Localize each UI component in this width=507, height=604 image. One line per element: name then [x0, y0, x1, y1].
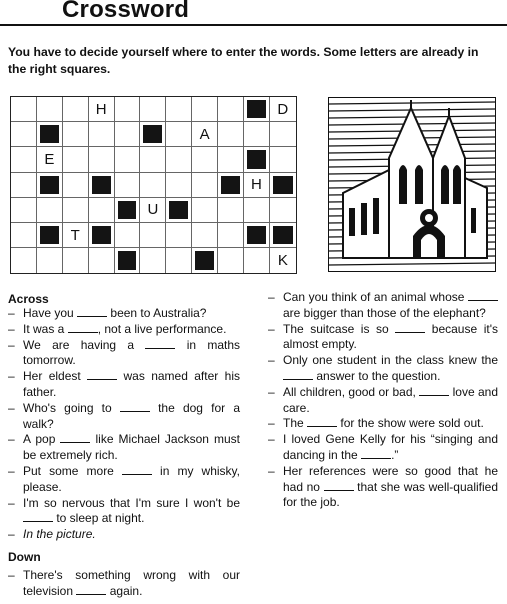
empty-square[interactable] — [140, 248, 166, 273]
black-square[interactable] — [89, 173, 115, 198]
empty-square[interactable] — [63, 122, 89, 147]
clue-dash: – — [268, 463, 275, 478]
black-square[interactable] — [37, 223, 63, 248]
clue-item — [268, 353, 498, 385]
empty-square[interactable] — [218, 248, 244, 273]
clue-item — [268, 385, 498, 417]
empty-square[interactable] — [89, 122, 115, 147]
clue-dash: – — [8, 568, 15, 582]
clue-item — [8, 432, 240, 464]
clue-text-before: Put some more — [23, 463, 114, 478]
letter-square[interactable]: T — [63, 223, 89, 248]
black-square[interactable] — [166, 198, 192, 223]
clue-text-after: was named after his father. — [23, 369, 240, 399]
clue-text-before: A pop — [23, 432, 56, 447]
clue-item — [268, 322, 498, 354]
clue-text-before: The — [283, 416, 304, 431]
clue-dash: – — [8, 432, 15, 447]
empty-square[interactable] — [140, 173, 166, 198]
clue-dash: – — [268, 353, 275, 368]
clue-item — [8, 464, 240, 496]
black-square[interactable] — [244, 97, 270, 122]
clue-text-after: to sleep at night. — [56, 511, 145, 526]
black-square[interactable] — [115, 248, 141, 273]
clue-item — [8, 306, 240, 322]
empty-square[interactable] — [63, 248, 89, 273]
empty-square[interactable] — [244, 248, 270, 273]
clue-dash: – — [8, 527, 15, 542]
clue-text-before: Can you think of an animal whose — [283, 290, 465, 304]
empty-square[interactable] — [270, 147, 296, 172]
answer-blank[interactable] — [68, 323, 98, 333]
answer-blank[interactable] — [77, 307, 107, 317]
black-square[interactable] — [140, 122, 166, 147]
empty-square[interactable] — [115, 122, 141, 147]
clue-dash: – — [8, 337, 15, 352]
title-rule — [0, 24, 507, 26]
empty-square[interactable] — [192, 223, 218, 248]
clue-dash: – — [8, 321, 15, 336]
clue-text-before: It was a — [23, 321, 65, 336]
empty-square[interactable] — [218, 198, 244, 223]
clue-text-after: like Michael Jackson must be extremely rich. — [23, 432, 240, 463]
empty-square[interactable] — [63, 173, 89, 198]
letter-square[interactable]: H — [89, 97, 115, 122]
clue-dash: – — [268, 290, 275, 304]
empty-square[interactable] — [192, 147, 218, 172]
answer-blank[interactable] — [23, 512, 53, 522]
clue-text-after: love and care. — [283, 384, 499, 415]
clue-text-before: Only one student in the class knew the — [283, 353, 498, 368]
black-square[interactable] — [115, 198, 141, 223]
clue-item — [8, 568, 240, 600]
clue-text-before: The suitcase is so — [283, 321, 389, 336]
clue-text-after: in maths tomorrow. — [23, 337, 241, 368]
empty-square[interactable] — [63, 198, 89, 223]
clue-dash: – — [8, 306, 15, 320]
letter-square[interactable]: E — [37, 147, 63, 172]
answer-blank[interactable] — [87, 370, 117, 380]
instructions: You have to decide yourself where to enter the words. Some letters are already in the right squares. — [8, 45, 479, 76]
black-square[interactable] — [89, 223, 115, 248]
empty-square[interactable] — [166, 97, 192, 122]
letter-square[interactable]: D — [270, 97, 296, 122]
clue-text-after: .” — [391, 447, 399, 462]
clue-text-before: I loved Gene Kelly for his “singing and dancing in the — [283, 432, 498, 462]
clue-text-after: in my whisky, please. — [23, 463, 240, 494]
clue-text-before: We are having a — [23, 337, 135, 352]
empty-square[interactable] — [89, 248, 115, 273]
clue-dash: – — [8, 495, 15, 510]
clue-item — [8, 496, 240, 528]
black-square[interactable] — [270, 173, 296, 198]
answer-blank[interactable] — [468, 291, 498, 301]
clue-text-after: for the show were sold out. — [340, 416, 484, 431]
clue-dash: – — [8, 400, 15, 415]
answer-blank[interactable] — [145, 339, 175, 349]
cathedral-icon — [329, 98, 495, 271]
clue-dash: – — [8, 463, 15, 478]
black-square[interactable] — [244, 223, 270, 248]
clue-text-after: because it's almost empty. — [283, 321, 498, 352]
answer-blank[interactable] — [324, 481, 354, 491]
empty-square[interactable] — [270, 122, 296, 147]
answer-blank[interactable] — [122, 465, 152, 475]
page-title: Crossword — [62, 0, 190, 23]
empty-square[interactable] — [192, 198, 218, 223]
clue-dash: – — [268, 416, 275, 431]
clue-item — [8, 322, 240, 338]
clue-text-after: are bigger than those of the elephant? — [283, 305, 486, 320]
empty-square[interactable] — [11, 147, 37, 172]
black-square[interactable] — [37, 122, 63, 147]
letter-square[interactable]: H — [244, 173, 270, 198]
across-heading: Across — [8, 292, 49, 306]
cathedral-picture — [328, 97, 496, 272]
clue-text-after: the dog for a walk? — [23, 400, 240, 431]
empty-square[interactable] — [89, 147, 115, 172]
answer-blank[interactable] — [419, 386, 449, 396]
empty-square[interactable] — [11, 97, 37, 122]
empty-square[interactable] — [192, 173, 218, 198]
clue-text-before: I'm so nervous that I'm sure I won't be — [23, 495, 240, 510]
clue-text-before: Her eldest — [23, 369, 81, 384]
black-square[interactable] — [218, 173, 244, 198]
clue-text-after: that she was well-qualified for the job. — [283, 479, 498, 510]
empty-square[interactable] — [218, 147, 244, 172]
clue-text-before: All children, good or bad, — [283, 384, 416, 399]
clue-dash: – — [268, 432, 275, 447]
clue-text-after: , not a live performance. — [97, 321, 227, 336]
black-square[interactable] — [192, 248, 218, 273]
empty-square[interactable] — [140, 223, 166, 248]
empty-square[interactable] — [140, 147, 166, 172]
letter-square[interactable]: A — [192, 122, 218, 147]
across-clue-list — [8, 306, 240, 543]
empty-square[interactable] — [11, 122, 37, 147]
answer-blank[interactable] — [120, 402, 150, 412]
clue-item — [268, 290, 498, 322]
clue-text-after: again. — [109, 583, 143, 598]
empty-square[interactable] — [166, 223, 192, 248]
clue-item — [8, 338, 240, 370]
crossword-grid — [10, 96, 297, 274]
clue-item — [268, 464, 498, 511]
empty-square[interactable] — [37, 248, 63, 273]
clue-item — [8, 401, 240, 433]
letter-square[interactable]: K — [277, 252, 288, 270]
empty-square[interactable] — [11, 198, 37, 223]
clue-dash: – — [268, 321, 275, 336]
empty-square[interactable] — [11, 173, 37, 198]
clue-text-before: Her references were so good that he had no — [283, 463, 498, 494]
down-heading: Down — [8, 550, 41, 564]
empty-square[interactable] — [11, 223, 37, 248]
empty-square[interactable] — [218, 97, 244, 122]
clue-text-after: answer to the question. — [316, 368, 441, 383]
clue-dash: – — [8, 369, 15, 384]
answer-blank[interactable] — [283, 370, 313, 380]
empty-square[interactable] — [115, 223, 141, 248]
clue-dash: – — [268, 384, 275, 399]
letter-square[interactable]: U — [140, 198, 166, 223]
empty-square[interactable] — [218, 122, 244, 147]
answer-blank[interactable] — [76, 585, 106, 595]
black-square[interactable] — [270, 223, 296, 248]
empty-square[interactable] — [166, 173, 192, 198]
clue-text-before: There's something wrong with our television — [23, 568, 240, 598]
clue-text-after: been to Australia? — [110, 306, 207, 320]
empty-square[interactable] — [63, 97, 89, 122]
clue-item — [268, 416, 498, 432]
empty-square[interactable] — [140, 97, 166, 122]
empty-square[interactable] — [166, 147, 192, 172]
empty-square[interactable] — [166, 122, 192, 147]
empty-square[interactable] — [115, 147, 141, 172]
empty-square[interactable] — [166, 248, 192, 273]
empty-square[interactable] — [89, 198, 115, 223]
answer-blank[interactable] — [395, 323, 425, 333]
black-square[interactable] — [244, 147, 270, 172]
empty-square[interactable] — [37, 198, 63, 223]
empty-square[interactable] — [244, 122, 270, 147]
clue-item — [268, 432, 498, 464]
empty-square[interactable] — [192, 97, 218, 122]
black-square[interactable] — [37, 173, 63, 198]
answer-blank[interactable] — [361, 449, 391, 459]
clue-text-before: Who's going to — [23, 400, 112, 415]
answer-blank[interactable] — [60, 433, 90, 443]
empty-square[interactable] — [11, 248, 37, 273]
empty-square[interactable] — [115, 173, 141, 198]
clue-italic-text: In the picture. — [23, 527, 96, 542]
empty-square[interactable] — [63, 147, 89, 172]
empty-square[interactable] — [218, 223, 244, 248]
down-clue-list — [8, 568, 240, 600]
empty-square[interactable] — [270, 198, 296, 223]
empty-square[interactable] — [115, 97, 141, 122]
clue-item — [8, 369, 240, 401]
empty-square[interactable] — [244, 198, 270, 223]
answer-blank[interactable] — [307, 417, 337, 427]
clue-item — [8, 527, 240, 543]
down-clue-list-continued — [268, 290, 498, 511]
empty-square[interactable] — [37, 97, 63, 122]
clue-text-before: Have you — [23, 306, 74, 320]
